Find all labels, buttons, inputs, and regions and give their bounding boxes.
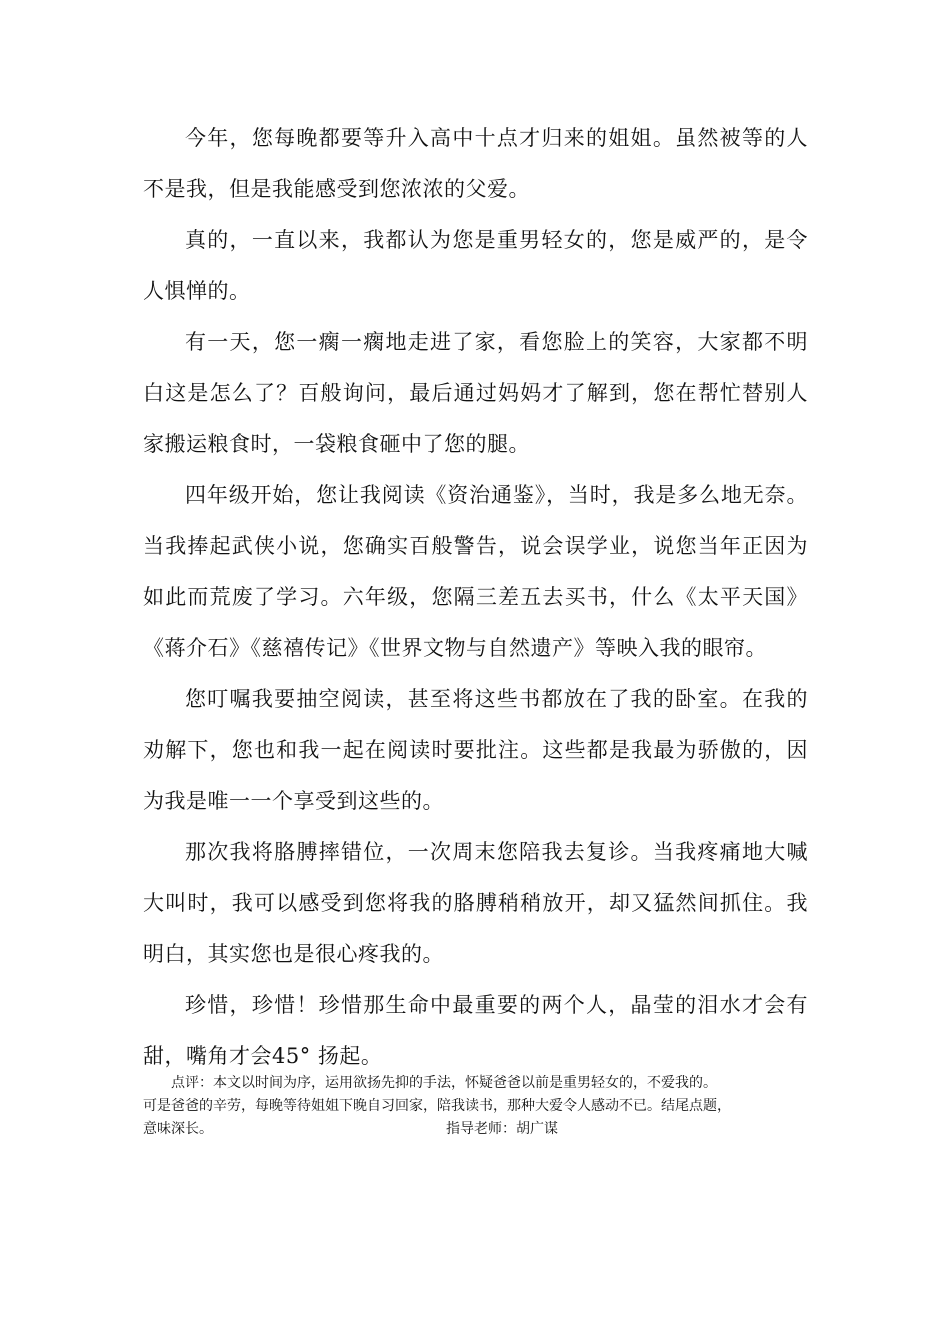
instructor-credit: 指导老师：胡广谋 bbox=[446, 1121, 558, 1137]
essay-paragraph-2: 真的，一直以来，我都认为您是重男轻女的，您是威严的，是令人惧惮的。 bbox=[143, 228, 808, 303]
comment-line-1: 点评：本文以时间为序，运用欲扬先抑的手法，怀疑爸爸以前是重男轻女的，不爱我的。 bbox=[171, 1075, 717, 1091]
essay-paragraph-3: 有一天，您一瘸一瘸地走进了家，看您脸上的笑容，大家都不明白这是怎么了？百般询问，最后通过妈妈才了解到，您在帮忙替别人家搬运粮食时，一袋粮食砸中了您的腿。 bbox=[143, 330, 808, 456]
comment-line-3: 意味深长。 bbox=[143, 1121, 213, 1137]
essay-body bbox=[143, 113, 808, 1082]
essay-paragraph-6: 那次我将胳膊摔错位，一次周末您陪我去复诊。当我疼痛地大喊大叫时，我可以感受到您将我的胳膊稍稍放开，却又猛然间抓住。我明白，其实您也是很心疼我的。 bbox=[143, 840, 808, 966]
comment-last-row bbox=[143, 1118, 815, 1141]
essay-paragraph-4: 四年级开始，您让我阅读《资治通鉴》，当时，我是多么地无奈。当我捧起武侠小说，您确实百般警告，说会误学业，说您当年正因为如此而荒废了学习。六年级，您隔三差五去买书，什么《太平天国》《蒋介石》《慈禧传记》《世界文物与自然遗产》等映入我的眼帘。 bbox=[143, 483, 808, 660]
essay-paragraph-7: 珍惜，珍惜！珍惜那生命中最重要的两个人，晶莹的泪水才会有甜，嘴角才会45° 扬起。 bbox=[143, 993, 808, 1068]
essay-paragraph-1: 今年，您每晚都要等升入高中十点才归来的姐姐。虽然被等的人不是我，但是我能感受到您浓浓的父爱。 bbox=[143, 126, 808, 201]
essay-paragraph-5: 您叮嘱我要抽空阅读，甚至将这些书都放在了我的卧室。在我的劝解下，您也和我一起在阅读时要批注。这些都是我最为骄傲的，因为我是唯一一个享受到这些的。 bbox=[143, 687, 808, 813]
comment-line-2: 可是爸爸的辛劳，每晚等待姐姐下晚自习回家，陪我读书，那种大爱令人感动不已。结尾点题， bbox=[143, 1098, 731, 1114]
teacher-comment bbox=[143, 1072, 815, 1141]
